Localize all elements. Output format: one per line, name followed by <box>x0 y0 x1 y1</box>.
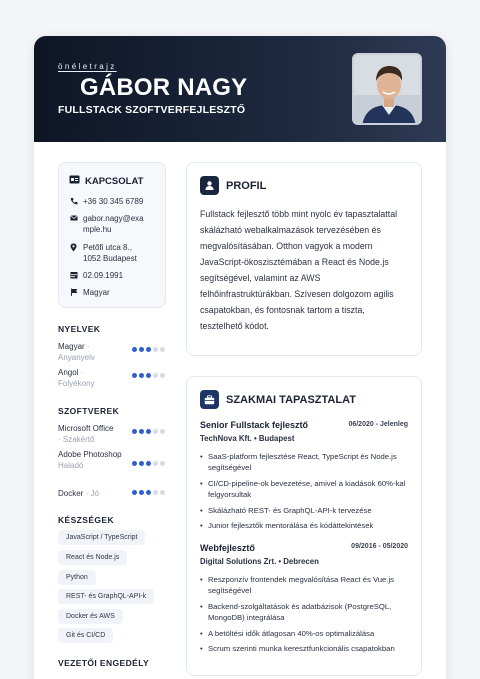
rating-dot-empty <box>160 490 165 495</box>
rating-dot-filled <box>146 347 151 352</box>
skills-heading: KÉSZSÉGEK <box>58 515 115 525</box>
mail-icon <box>69 213 78 235</box>
profile-text: Fullstack fejlesztő több mint nyolc év tapasztalattal skálázható webalkalmazások tervezésében és megvalósításában. Otthon vagyok a modern JavaScript-ökoszisztémában a React és Node.js segítségével, valamint az AWS felhőinfrastruktúrákban. Szívesen dolgozom agilis csapatokban, és fontosnak tartom a tiszta, tesztelhető kódot. <box>200 209 398 331</box>
rating-dot-filled <box>132 461 137 466</box>
rating-dot-filled <box>139 373 144 378</box>
skill-chip: Git és CI/CD <box>58 628 113 643</box>
map-pin-icon <box>69 242 78 264</box>
job-bullet: • Reszponzív frontendek megvalósítása React és Vue.js segítségével <box>200 574 410 596</box>
skill-chip: Python <box>58 570 96 585</box>
software-item: Microsoft Office · Szakértő <box>58 424 114 444</box>
languages-heading: NYELVEK <box>58 324 101 334</box>
job-date-2: 09/2016 - 05/2020 <box>351 543 408 550</box>
flag-icon <box>69 287 78 298</box>
rating-dot-empty <box>160 461 165 466</box>
id-card-icon <box>69 175 80 187</box>
rating-dot-filled <box>139 461 144 466</box>
language-rating-1 <box>132 347 165 352</box>
experience-heading: SZAKMAI TAPASZTALAT <box>200 390 356 409</box>
job-bullet: • Junior fejlesztők mentorálása és kódáttekintések <box>200 520 410 531</box>
rating-dot-empty <box>153 461 158 466</box>
experience-box <box>186 376 422 676</box>
rating-dot-filled <box>139 429 144 434</box>
job-date-1: 06/2020 - Jelenleg <box>348 421 408 428</box>
job-bullet: • CI/CD-pipeline-ok bevezetése, amivel a kiadások 60%-kal felgyorsultak <box>200 478 410 500</box>
rating-dot-empty <box>153 373 158 378</box>
contact-address: Petőfi utca 8., 1052 Budapest <box>69 242 137 264</box>
job-title-1: Senior Fullstack fejlesztő <box>200 420 309 430</box>
rating-dot-filled <box>146 461 151 466</box>
rating-dot-filled <box>132 429 137 434</box>
job-role: FULLSTACK SZOFTVERFEJLESZTŐ <box>58 104 246 116</box>
rating-dot-filled <box>139 347 144 352</box>
contact-nationality: Magyar <box>69 287 110 298</box>
job-bullet: • Scrum szerinti munka keresztfunkcionális csapatokban <box>200 643 410 654</box>
rating-dot-filled <box>139 490 144 495</box>
calendar-icon <box>69 270 78 281</box>
resume-kicker: önéletrajz <box>58 62 117 71</box>
software-rating-3 <box>132 490 165 495</box>
rating-dot-empty <box>160 429 165 434</box>
briefcase-icon <box>200 390 219 409</box>
contact-title-label: KAPCSOLAT <box>85 175 144 187</box>
contact-birthdate: 02.09.1991 <box>69 270 123 281</box>
skill-chip: Docker és AWS <box>58 609 123 624</box>
license-heading: VEZETŐI ENGEDÉLY <box>58 658 150 668</box>
rating-dot-filled <box>132 347 137 352</box>
contact-phone[interactable]: +36 30 345 6789 <box>69 196 143 207</box>
software-rating-1 <box>132 429 165 434</box>
job-company-2: Digital Solutions Zrt. • Debrecen <box>200 557 319 566</box>
rating-dot-filled <box>146 373 151 378</box>
skill-chip: React és Node.js <box>58 550 127 565</box>
language-item: Magyar · Anyanyelv <box>58 342 95 362</box>
rating-dot-filled <box>146 490 151 495</box>
profile-photo <box>352 53 422 125</box>
rating-dot-empty <box>153 490 158 495</box>
software-rating-2 <box>132 461 165 466</box>
user-icon <box>200 176 219 195</box>
job-title-2: Webfejlesztő <box>200 543 255 553</box>
resume-card <box>34 36 446 679</box>
rating-dot-filled <box>146 429 151 434</box>
person-name: GÁBOR NAGY <box>80 74 248 101</box>
software-item: Docker · Jó <box>58 489 99 498</box>
contact-box <box>58 162 166 308</box>
language-rating-2 <box>132 373 165 378</box>
software-heading: SZOFTVEREK <box>58 406 120 416</box>
skill-chip: REST- és GraphQL-API-k <box>58 589 154 604</box>
resume-header <box>34 36 446 142</box>
rating-dot-filled <box>132 373 137 378</box>
software-item: Adobe Photoshop Haladó <box>58 450 122 470</box>
job-bullet: • A betöltési idők átlagosan 40%-os optimalizálása <box>200 628 410 639</box>
profile-heading: PROFIL <box>200 176 266 195</box>
profile-box <box>186 162 422 356</box>
rating-dot-filled <box>132 490 137 495</box>
job-bullet: • SaaS-platform fejlesztése React, TypeScript és Node.js segítségével <box>200 451 410 473</box>
job-bullet: • Skálázható REST- és GraphQL-API-k tervezése <box>200 505 410 516</box>
job-company-1: TechNova Kft. • Budapest <box>200 434 295 443</box>
phone-icon <box>69 196 78 207</box>
rating-dot-empty <box>160 373 165 378</box>
rating-dot-empty <box>153 429 158 434</box>
contact-email[interactable]: gabor.nagy@exa mple.hu <box>69 213 144 235</box>
language-item: Angol · Folyékony <box>58 368 95 388</box>
rating-dot-empty <box>153 347 158 352</box>
contact-title <box>69 175 143 187</box>
rating-dot-empty <box>160 347 165 352</box>
skill-chip: JavaScript / TypeScript <box>58 530 145 545</box>
job-bullet: • Backend-szolgáltatások és adatbázisok (PostgreSQL, MongoDB) integrálása <box>200 601 410 623</box>
